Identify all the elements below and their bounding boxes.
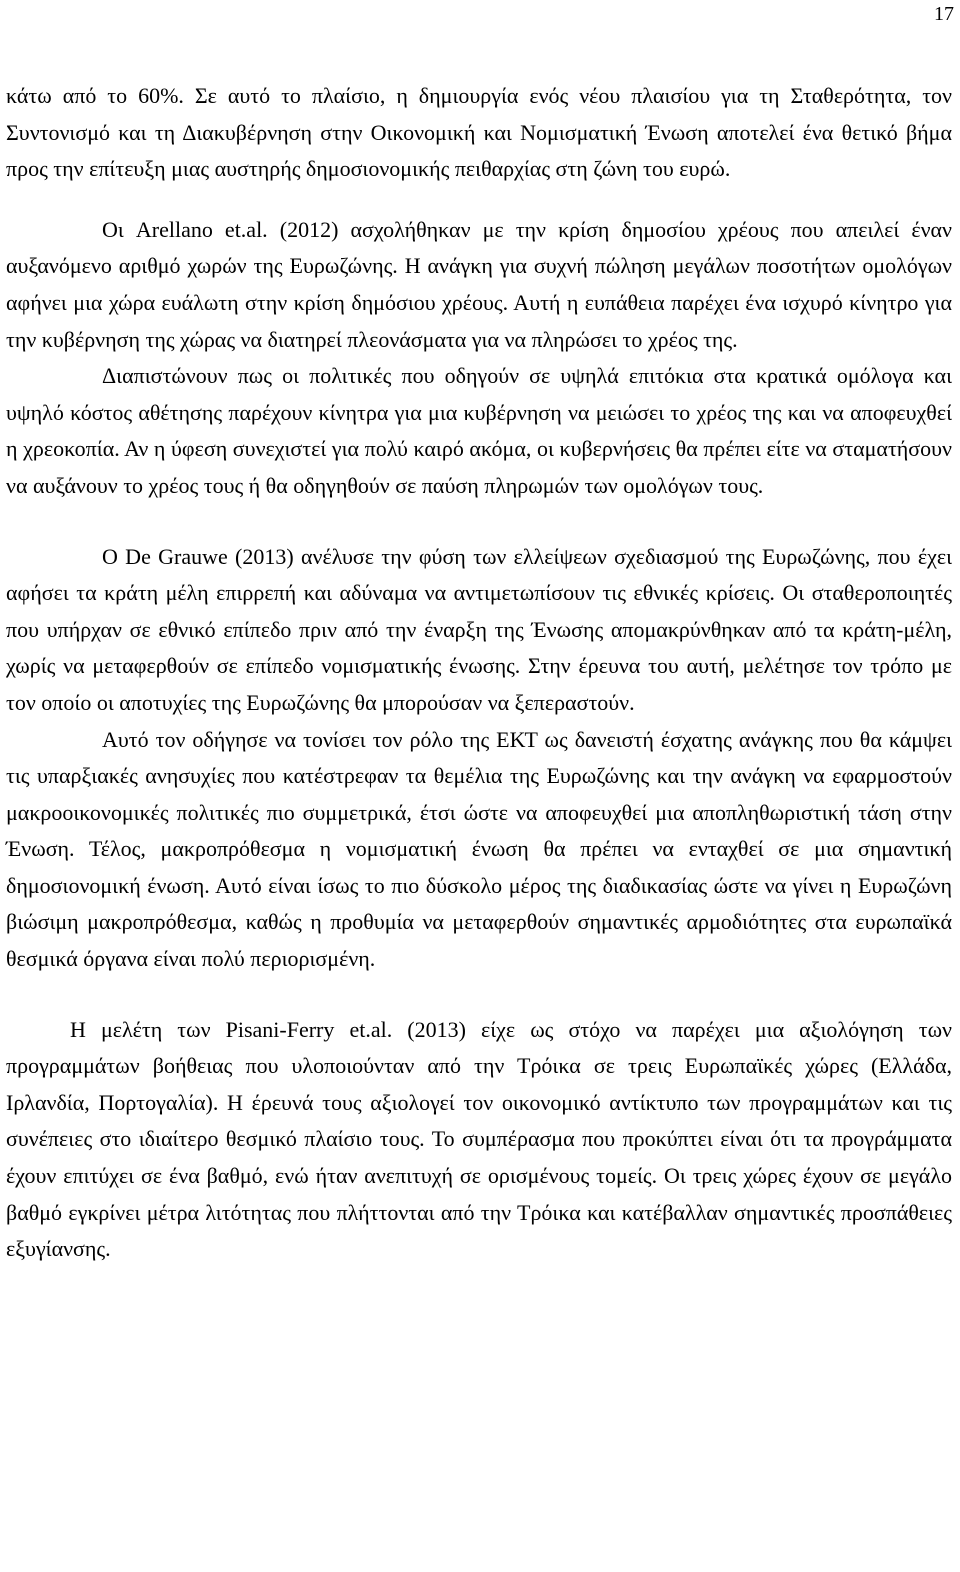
page-number: 17 (934, 3, 954, 25)
paragraph-6: Η μελέτη των Pisani-Ferry et.al. (2013) είχε ως στόχο να παρέχει μια αξιολόγηση των προγραμμάτων βοήθειας που υλοποιούνταν από την Τρόικα σε τρεις Ευρωπαϊκές χώρες (Ελλάδα, Ιρλανδία, Πορτογαλία). Η έρευνά τους αξιολογεί τον οικονομικό αντίκτυπο των προγραμμάτων και τις συνέπειες στο ιδιαίτερο θεσμικό πλαίσιο τους. Το συμπέρασμα που προκύπτει είναι ότι τα προγράμματα έχουν επιτύχει σε ένα βαθμό, ενώ ήταν ανεπιτυχή σε ορισμένους τομείς. Οι τρεις χώρες έχουν σε μεγάλο βαθμό εγκρίνει μέτρα λιτότητας που πλήττονται από την Τρόικα και κατέβαλλαν σημαντικές προσπάθειες εξυγίανσης. (6, 1016, 952, 1262)
paragraph-3: Διαπιστώνουν πως οι πολιτικές που οδηγούν σε υψηλά επιτόκια στα κρατικά ομόλογα και υψηλό κόστος αθέτησης παρέχουν κίνητρα για μια κυβέρνηση να μειώσει το χρέος της και να αποφευχθεί η χρεοκοπία. Αν η ύφεση συνεχιστεί για πολύ καιρό ακόμα, οι κυβερνήσεις θα πρέπει είτε να σταματήσουν να αυξάνουν το χρέος τους ή θα οδηγηθούν σε παύση πληρωμών των ομολόγων τους. (6, 363, 952, 498)
paragraph-4: Ο De Grauwe (2013) ανέλυσε την φύση των ελλείψεων σχεδιασμού της Ευρωζώνης, που έχει αφήσει τα κράτη μέλη επιρρεπή και αδύναμα να αντιμετωπίσουν τις εθνικές κρίσεις. Οι σταθεροποιητές που υπήρχαν σε εθνικό επίπεδο πριν από την έναρξη της Ένωσης απομακρύνθηκαν από τα κράτη-μέλη, χωρίς να μεταφερθούν σε επίπεδο νομισματικής ένωσης. Στην έρευνα του αυτή, μελέτησε τον τρόπο με τον οποίο οι αποτυχίες της Ευρωζώνης θα μπορούσαν να ξεπεραστούν. (6, 543, 952, 715)
paragraph-5: Αυτό τον οδήγησε να τονίσει τον ρόλο της ΕΚΤ ως δανειστή έσχατης ανάγκης που θα κάμψει τις υπαρξιακές ανησυχίες που κατέστρεφαν τα θεμέλια της Ευρωζώνης και την ανάγκη να εφαρμοστούν μακροοικονομικές πολιτικές πιο συμμετρικά, έτσι ώστε να αποφευχθεί μια αποπληθωριστική τάση στην Ένωση. Τέλος, μακροπρόθεσμα η νομισματική ένωση θα πρέπει να ενταχθεί σε μια σημαντική δημοσιονομική ένωση. Αυτό είναι ίσως το πιο δύσκολο μέρος της διαδικασίας ώστε να γίνει η Ευρωζώνη βιώσιμη μακροπρόθεσμα, καθώς η προθυμία να μεταφερθούν σημαντικές αρμοδιότητες στα ευρωπαϊκά θεσμικά όργανα είναι πολύ περιορισμένη. (6, 726, 952, 972)
document-body (6, 78, 952, 1268)
paragraph-2: Οι Arellano et.al. (2012) ασχολήθηκαν με την κρίση δημοσίου χρέους που απειλεί έναν αυξανόμενο αριθμό χωρών της Ευρωζώνης. Η ανάγκη για συχνή πώληση μεγάλων ποσοτήτων ομολόγων αφήνει μια χώρα ευάλωτη στην κρίση δημόσιου χρέους. Αυτή η ευπάθεια παρέχει ένα ισχυρό κίνητρο για την κυβέρνηση της χώρας να διατηρεί πλεονάσματα για να πληρώσει το χρέος της. (6, 216, 952, 352)
paragraph-1: κάτω από το 60%. Σε αυτό το πλαίσιο, η δημιουργία ενός νέου πλαισίου για τη Σταθερότητα, τον Συντονισμό και τη Διακυβέρνηση στην Οικονομική και Νομισματική Ένωση αποτελεί ένα θετικό βήμα προς την επίτευξη μιας αυστηρής δημοσιονομικής πειθαρχίας στη ζώνη του ευρώ. (6, 83, 952, 182)
